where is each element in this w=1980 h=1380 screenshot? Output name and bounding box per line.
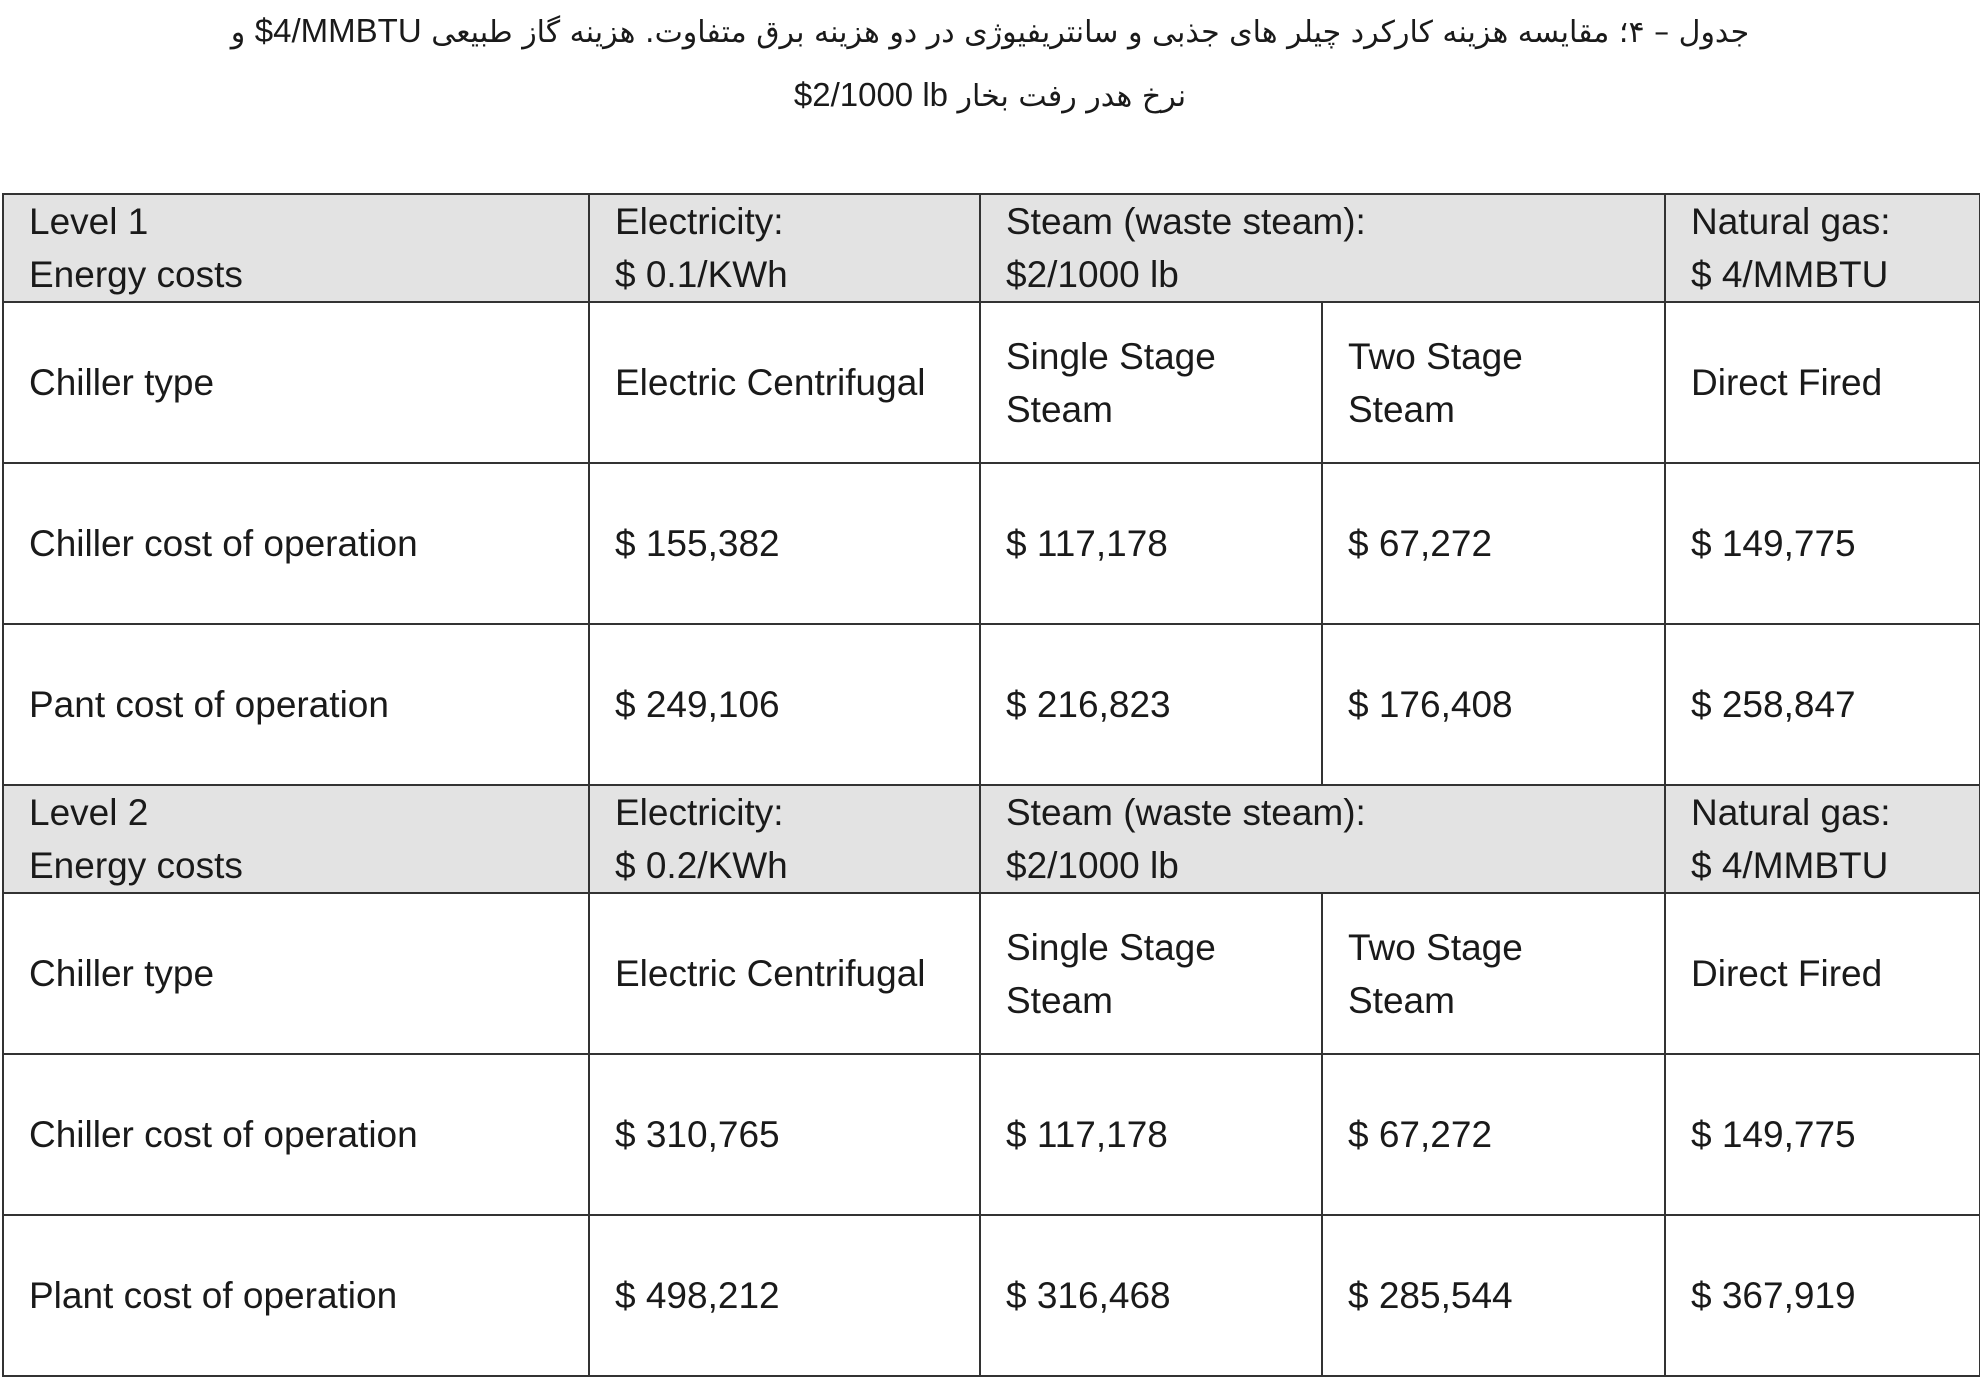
chiller-type-cell xyxy=(1665,302,1980,463)
chiller-type-line: Two Stage xyxy=(1348,926,1523,968)
cost-cell: $ 316,468 xyxy=(980,1215,1322,1376)
cost-cell: $ 498,212 xyxy=(589,1215,980,1376)
cost-cell: $ 258,847 xyxy=(1665,624,1980,785)
chiller-type-line: Steam xyxy=(1006,388,1113,430)
cost-cell: $ 216,823 xyxy=(980,624,1322,785)
cost-cell: $ 285,544 xyxy=(1322,1215,1665,1376)
chiller-type-cell xyxy=(1322,302,1665,463)
level-1-steam-cell xyxy=(980,194,1665,302)
cost-cell: $ 155,382 xyxy=(589,463,980,624)
gas-rate: $ 4/MMBTU xyxy=(1691,845,1889,886)
caption-line-1 xyxy=(100,0,1880,64)
chiller-type-line: Steam xyxy=(1348,979,1455,1021)
level-2-chiller-cost-row xyxy=(3,1054,1980,1215)
caption-gas-cost: $4/MMBTU xyxy=(254,12,422,49)
chiller-type-cell xyxy=(1322,893,1665,1054)
level-label: Level 2 xyxy=(29,792,149,833)
electricity-rate: $ 0.1/KWh xyxy=(615,254,788,295)
chiller-type-line: Steam xyxy=(1348,388,1455,430)
energy-costs-label: Energy costs xyxy=(29,254,243,295)
caption-line-2 xyxy=(100,64,1880,128)
level-1-electricity-cell xyxy=(589,194,980,302)
level-2-electricity-cell xyxy=(589,785,980,893)
chiller-type-line: Direct Fired xyxy=(1691,362,1883,403)
caption-line-2-text: نرخ هدر رفت بخار xyxy=(948,79,1187,114)
caption-line-1-text: جدول – ۴؛ مقایسه هزینه کارکرد چیلر های جذبی و سانتریفیوژی در دو هزینه برق متفاوت. هزینه گاز طبیعی xyxy=(421,15,1750,50)
caption-line-1-suffix: و xyxy=(230,15,255,50)
cost-cell: $ 67,272 xyxy=(1322,463,1665,624)
cost-cell: $ 149,775 xyxy=(1665,1054,1980,1215)
electricity-label: Electricity: xyxy=(615,201,784,242)
electricity-rate: $ 0.2/KWh xyxy=(615,845,788,886)
chiller-type-line: Steam xyxy=(1006,979,1113,1021)
chiller-type-line: Electric Centrifugal xyxy=(615,953,926,994)
chiller-type-line: Two Stage xyxy=(1348,335,1523,377)
electricity-label: Electricity: xyxy=(615,792,784,833)
cost-cell: $ 249,106 xyxy=(589,624,980,785)
caption-steam-cost: $2/1000 lb xyxy=(793,76,949,113)
level-2-gas-cell xyxy=(1665,785,1980,893)
level-2-plant-cost-row xyxy=(3,1215,1980,1376)
level-1-chiller-cost-row xyxy=(3,463,1980,624)
row-label: Pant cost of operation xyxy=(3,624,589,785)
level-label: Level 1 xyxy=(29,201,149,242)
level-2-steam-cell xyxy=(980,785,1665,893)
cost-cell: $ 176,408 xyxy=(1322,624,1665,785)
row-label: Chiller type xyxy=(3,302,589,463)
chiller-type-cell xyxy=(980,302,1322,463)
chiller-type-cell xyxy=(1665,893,1980,1054)
level-1-label-cell xyxy=(3,194,589,302)
cost-cell: $ 117,178 xyxy=(980,1054,1322,1215)
energy-costs-label: Energy costs xyxy=(29,845,243,886)
row-label: Plant cost of operation xyxy=(3,1215,589,1376)
level-1-plant-cost-row xyxy=(3,624,1980,785)
level-2-chiller-type-row xyxy=(3,893,1980,1054)
level-2-header-row xyxy=(3,785,1980,893)
table-caption xyxy=(100,0,1880,128)
gas-rate: $ 4/MMBTU xyxy=(1691,254,1889,295)
cost-cell: $ 67,272 xyxy=(1322,1054,1665,1215)
steam-rate: $2/1000 lb xyxy=(1006,845,1179,886)
row-label: Chiller cost of operation xyxy=(3,463,589,624)
level-1-header-row xyxy=(3,194,1980,302)
gas-label: Natural gas: xyxy=(1691,201,1891,242)
gas-label: Natural gas: xyxy=(1691,792,1891,833)
steam-rate: $2/1000 lb xyxy=(1006,254,1179,295)
level-1-gas-cell xyxy=(1665,194,1980,302)
chiller-type-cell xyxy=(980,893,1322,1054)
cost-cell: $ 149,775 xyxy=(1665,463,1980,624)
cost-cell: $ 310,765 xyxy=(589,1054,980,1215)
level-1-chiller-type-row xyxy=(3,302,1980,463)
steam-label: Steam (waste steam): xyxy=(1006,792,1366,833)
steam-label: Steam (waste steam): xyxy=(1006,201,1366,242)
chiller-type-line: Single Stage xyxy=(1006,335,1216,377)
level-2-label-cell xyxy=(3,785,589,893)
chiller-type-cell xyxy=(589,302,980,463)
chiller-type-cell xyxy=(589,893,980,1054)
cost-cell: $ 367,919 xyxy=(1665,1215,1980,1376)
chiller-type-line: Electric Centrifugal xyxy=(615,362,926,403)
cost-cell: $ 117,178 xyxy=(980,463,1322,624)
chiller-cost-table xyxy=(2,193,1980,1377)
row-label: Chiller type xyxy=(3,893,589,1054)
row-label: Chiller cost of operation xyxy=(3,1054,589,1215)
chiller-type-line: Single Stage xyxy=(1006,926,1216,968)
chiller-type-line: Direct Fired xyxy=(1691,953,1883,994)
